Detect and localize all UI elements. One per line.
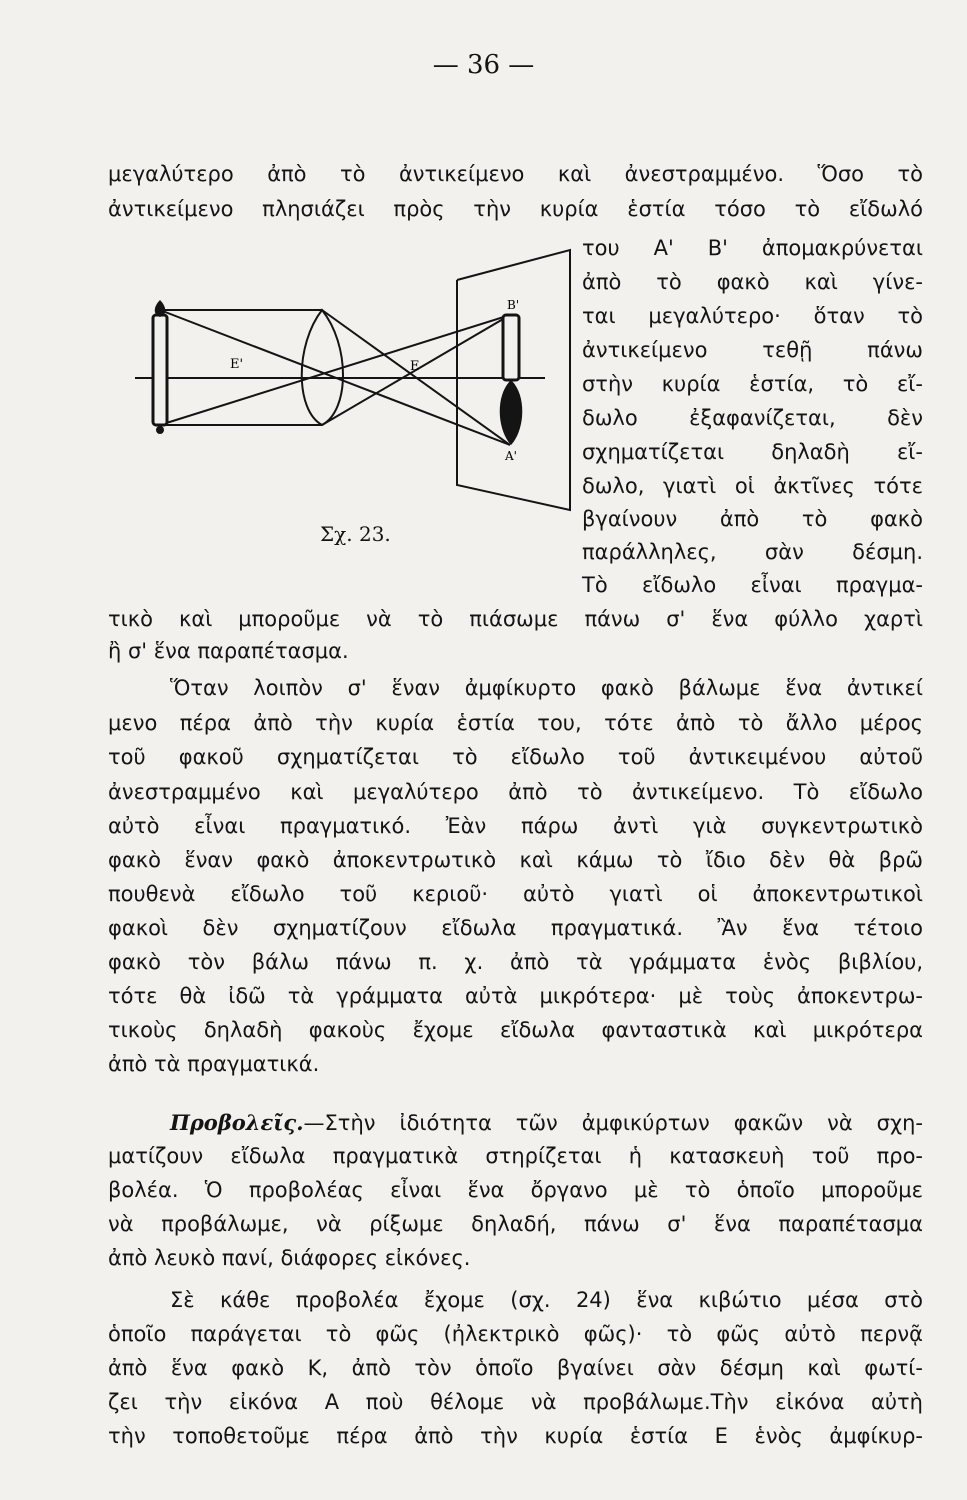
text-line: ἀπὸ λευκὸ πανί, διάφορες εἰκόνες. (108, 1246, 471, 1270)
text-line: δωλο, γιατὶ οἱ ἀκτῖνες τότε (582, 474, 923, 498)
text-line: τοῦ φακοῦ σχηματίζεται τὸ εἴδωλο τοῦ ἀντικειμένου αὐτοῦ (108, 745, 923, 769)
text-line: βολέα. Ὁ προβολέας εἶναι ἕνα ὄργανο μὲ τὸ ὁποῖο μποροῦμε (108, 1178, 923, 1202)
text-line: φακοὶ δὲν σχηματίζουν εἴδωλα πραγματικά. Ἂν ἕνα τέτοιο (108, 916, 923, 940)
section-heading: Προβολεῖς. (170, 1110, 304, 1135)
lens-diagram (115, 245, 585, 520)
text-line: ἢ σ' ἕνα παραπέτασμα. (108, 639, 349, 663)
text-line: του Α' Β' ἀπομακρύνεται (582, 236, 923, 260)
text-line: Τὸ εἴδωλο εἶναι πραγμα- (582, 573, 923, 597)
text-line: τικὸ καὶ μποροῦμε νὰ τὸ πιάσωμε πάνω σ' ἕνα φύλλο χαρτὶ (108, 607, 923, 631)
text-line: πουθενὰ εἴδωλο τοῦ κεριοῦ· αὐτὸ γιατὶ οἱ ἀποκεντρωτικοὶ (108, 882, 923, 906)
text-line: τικοὺς δηλαδὴ φακοὺς ἔχομε εἴδωλα φανταστικὰ καὶ μικρότερα (108, 1018, 923, 1042)
text-line: βγαίνουν ἀπὸ τὸ φακὸ (582, 507, 923, 531)
text-line: σχηματίζεται δηλαδὴ εἴ- (582, 440, 923, 464)
text-line: ζει τὴν εἰκόνα Α ποὺ θέλομε νὰ προβάλωμε.Τὴν εἰκόνα αὐτὴ (108, 1390, 923, 1414)
text-line: ἀπὸ τὰ πραγματικά. (108, 1052, 320, 1076)
text-line: μενο πέρα ἀπὸ τὴν κυρία ἑστία του, τότε ἀπὸ τὸ ἄλλο μέρος (108, 711, 923, 735)
label-focus-left: Ε' (230, 357, 244, 372)
page-number: — 36 — (432, 50, 535, 80)
text-line: αὐτὸ εἶναι πραγματικό. Ἐὰν πάρω ἀντὶ γιὰ συγκεντρωτικὸ (108, 814, 923, 838)
label-image-top: Β' (507, 298, 520, 312)
text-line: στὴν κυρία ἑστία, τὸ εἴ- (582, 372, 923, 396)
text-line: παράλληλες, σὰν δέσμη. (582, 540, 923, 564)
text-line: ἀνεστραμμένο καὶ μεγαλύτερο ἀπὸ τὸ ἀντικείμενο. Τὸ εἴδωλο (108, 780, 923, 804)
label-image-bottom: Α' (505, 449, 517, 463)
text-fragment: —Στὴν ἰδιότητα τῶν ἀμφικύρτων φακῶν νὰ σχη- (303, 1111, 923, 1135)
text-line: φακὸ ἕναν φακὸ ἀποκεντρωτικὸ καὶ κάμω τὸ ἴδιο δὲν θὰ βρῶ (108, 848, 923, 872)
text-line: ἀντικείμενο πλησιάζει πρὸς τὴν κυρία ἑστία τόσο τὸ εἴδωλό (108, 197, 923, 221)
label-focus-right: Ε (410, 359, 420, 374)
figure-caption: Σχ. 23. (320, 522, 391, 546)
text-line: φακὸ τὸν βάλω πάνω π. χ. ἀπὸ τὰ γράμματα ἑνὸς βιβλίου, (108, 950, 923, 974)
text-line: νὰ προβάλωμε, νὰ ρίξωμε δηλαδή, πάνω σ' ἕνα παραπέτασμα (108, 1212, 923, 1236)
text-line: Σὲ κάθε προβολέα ἔχομε (σχ. 24) ἕνα κιβώτιο μέσα στὸ (170, 1288, 923, 1312)
text-line: ἀντικείμενο τεθῇ πάνω (582, 338, 923, 362)
text-line: ἀπὸ ἕνα φακὸ Κ, ἀπὸ τὸν ὁποῖο βγαίνει σὰν δέσμη καὶ φωτί- (108, 1356, 923, 1380)
candle-object (153, 300, 167, 434)
candle-image (500, 315, 523, 445)
text-line: δωλο ἐξαφανίζεται, δὲν (582, 406, 923, 430)
text-line: τότε θὰ ἰδῶ τὰ γράμματα αὐτὰ μικρότερα· μὲ τοὺς ἀποκεντρω- (108, 984, 923, 1008)
text-line: ται μεγαλύτερο· ὅταν τὸ (582, 304, 923, 328)
text-line (170, 1110, 923, 1135)
text-line: ματίζουν εἴδωλα πραγματικὰ στηρίζεται ἡ κατασκευὴ τοῦ προ- (108, 1144, 923, 1168)
text-line: μεγαλύτερο ἀπὸ τὸ ἀντικείμενο καὶ ἀνεστραμμένο. Ὅσο τὸ (108, 162, 923, 186)
text-line: ἀπὸ τὸ φακὸ καὶ γίνε- (582, 270, 923, 294)
text-line: τὴν τοποθετοῦμε πέρα ἀπὸ τὴν κυρία ἑστία Ε ἑνὸς ἀμφίκυρ- (108, 1424, 923, 1448)
text-line: Ὅταν λοιπὸν σ' ἕναν ἀμφίκυρτο φακὸ βάλωμε ἕνα ἀντικεί (170, 676, 923, 700)
text-line: ὁποῖο παράγεται τὸ φῶς (ἠλεκτρικὸ φῶς)· τὸ φῶς αὐτὸ περνᾷ (108, 1322, 923, 1346)
